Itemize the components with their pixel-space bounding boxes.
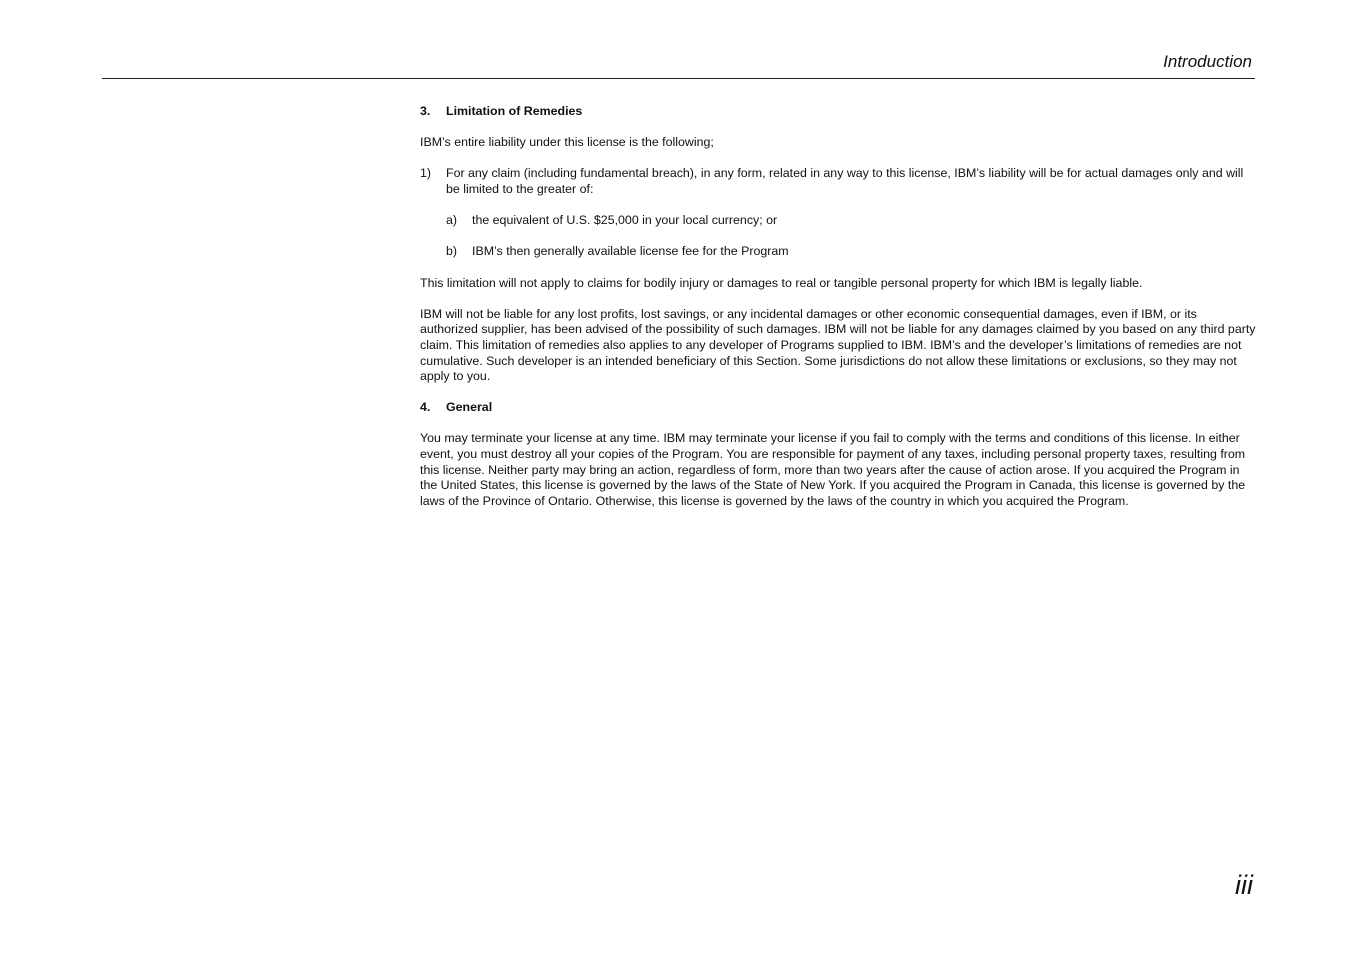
section-4-heading	[420, 400, 1256, 416]
header-rule	[102, 78, 1255, 79]
section-4-number: 4.	[420, 400, 431, 415]
running-header-title: Introduction	[1163, 52, 1252, 71]
section-3-heading	[420, 104, 1256, 120]
section-3-number: 3.	[420, 104, 431, 118]
limitation-paragraph: This limitation will not apply to claims for bodily injury or damages to real or tangible personal property for which IBM is legally liable.	[420, 275, 1143, 290]
sub-list	[420, 213, 1256, 260]
section-4-title: General	[446, 400, 493, 415]
page-content	[420, 104, 1256, 525]
sub-list-item-b	[446, 244, 1256, 260]
liability-paragraph: IBM will not be liable for any lost profits, lost savings, or any incidental damages or other economic consequential damages, even if IBM, or its authorized supplier, has been advised of the possibility of such damages. IBM will not be liable for any damages claimed by you based on any third party claim. This limitation of remedies also applies to any developer of Programs supplied to IBM. IBM’s and the developer’s limitations of remedies are not cumulative. Such developer is an intended beneficiary of this Section. Some jurisdictions do not allow these limitations or exclusions, so they may not apply to you.	[420, 306, 1256, 384]
list-item-1-text: For any claim (including fundamental breach), in any form, related in any way to this license, IBM’s liability will be for actual damages only and will be limited to the greater of:	[446, 166, 1244, 196]
sub-list-item-b-marker: b)	[446, 244, 458, 259]
page-number: iii	[1235, 870, 1253, 900]
list-item-1-marker: 1)	[420, 166, 432, 181]
section-3-title: Limitation of Remedies	[446, 104, 583, 118]
sub-list-item-a	[446, 213, 1256, 229]
sub-list-item-a-text: the equivalent of U.S. $25,000 in your local currency; or	[472, 213, 778, 228]
sub-list-item-b-text: IBM’s then generally available license fee for the Program	[472, 244, 789, 259]
general-paragraph: You may terminate your license at any time. IBM may terminate your license if you fail to comply with the terms and conditions of this license. In either event, you must destroy all your copies of the Program. You are responsible for payment of any taxes, including personal property taxes, resulting from this license. Neither party may bring an action, regardless of form, more than two years after the cause of action arose. If you acquired the Program in the United States, this license is governed by the laws of the State of New York. If you acquired the Program in Canada, this license is governed by the laws of the Province of Ontario. Otherwise, this license is governed by the laws of the country in which you acquired the Program.	[420, 431, 1246, 508]
sub-list-item-a-marker: a)	[446, 213, 458, 228]
list-item-1	[420, 166, 1256, 197]
section-3-intro: IBM’s entire liability under this license is the following;	[420, 135, 714, 150]
